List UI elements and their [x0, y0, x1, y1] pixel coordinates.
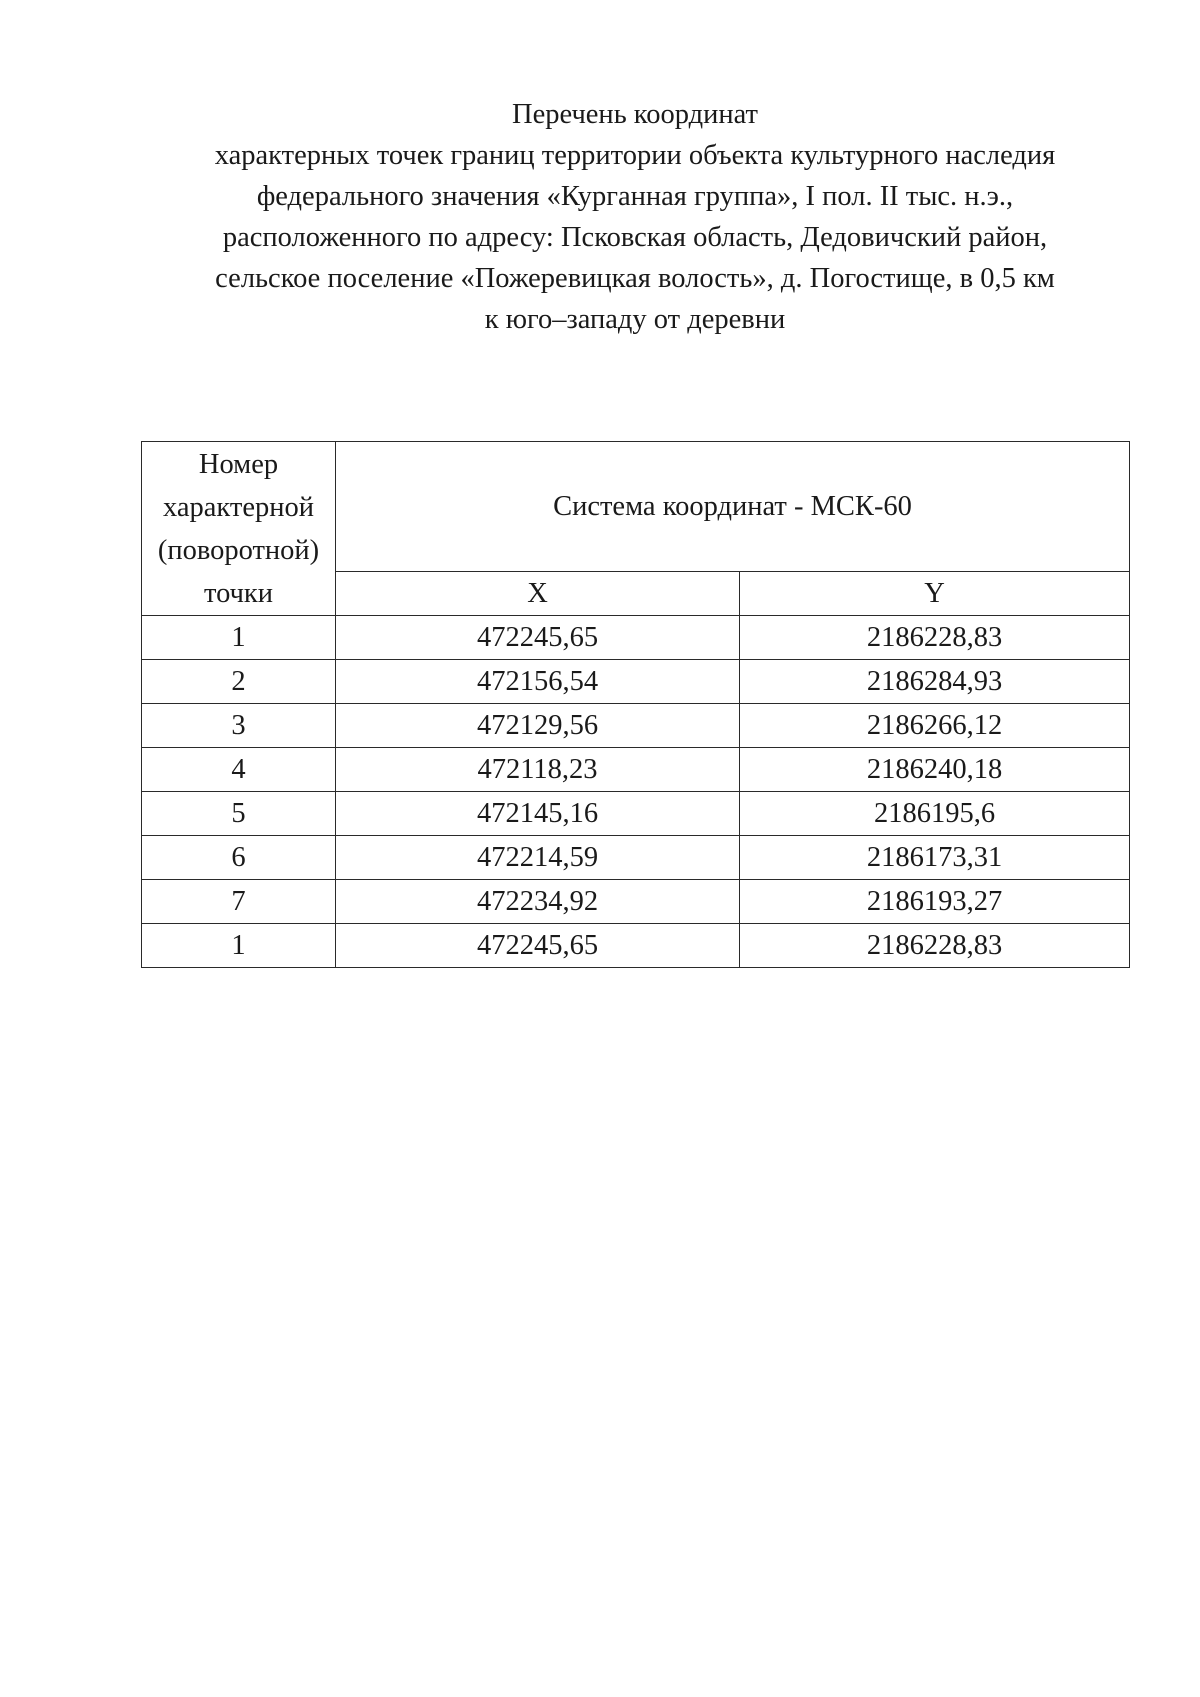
y-column-header: Y: [740, 572, 1130, 616]
header-line: (поворотной): [157, 534, 320, 566]
title-line: Перечень координат: [512, 99, 758, 130]
table-row: [142, 704, 1130, 748]
table-row: [142, 616, 1130, 660]
x-coordinate-cell: 472129,56: [336, 704, 740, 748]
x-coordinate-cell: 472118,23: [336, 748, 740, 792]
title-line: расположенного по адресу: Псковская область, Дедовичский район,: [222, 222, 1048, 253]
table-row: [142, 924, 1130, 968]
point-number-cell: 7: [142, 880, 336, 924]
y-coordinate-cell: 2186193,27: [740, 880, 1130, 924]
table-row: [142, 748, 1130, 792]
title-line: сельское поселение «Пожеревицкая волость», д. Погостище, в 0,5 км: [215, 263, 1055, 294]
x-coordinate-cell: 472245,65: [336, 616, 740, 660]
x-coordinate-cell: 472234,92: [336, 880, 740, 924]
y-coordinate-cell: 2186284,93: [740, 660, 1130, 704]
y-coordinate-cell: 2186228,83: [740, 616, 1130, 660]
title-line: федерального значения «Курганная группа», I пол. II тыс. н.э.,: [256, 181, 1014, 212]
x-coordinate-cell: 472156,54: [336, 660, 740, 704]
point-number-cell: 1: [142, 924, 336, 968]
point-number-cell: 5: [142, 792, 336, 836]
document-title: [140, 94, 1130, 340]
title-line: к юго–западу от деревни: [484, 304, 786, 335]
point-number-cell: 6: [142, 836, 336, 880]
table-row: [142, 660, 1130, 704]
table-header-row: [142, 442, 1130, 572]
table-row: [142, 880, 1130, 924]
coordinates-table: [141, 441, 1130, 968]
point-number-cell: 4: [142, 748, 336, 792]
y-coordinate-cell: 2186195,6: [740, 792, 1130, 836]
y-coordinate-cell: 2186266,12: [740, 704, 1130, 748]
x-coordinate-cell: 472145,16: [336, 792, 740, 836]
y-coordinate-cell: 2186228,83: [740, 924, 1130, 968]
table-row: [142, 792, 1130, 836]
x-coordinate-cell: 472245,65: [336, 924, 740, 968]
header-line: характерной: [162, 491, 314, 523]
table-row: [142, 836, 1130, 880]
point-number-cell: 1: [142, 616, 336, 660]
coordinate-system-header: Система координат - МСК-60: [336, 442, 1130, 572]
header-line: точки: [203, 577, 274, 609]
point-number-header: [142, 442, 336, 616]
point-number-cell: 2: [142, 660, 336, 704]
x-column-header: X: [336, 572, 740, 616]
y-coordinate-cell: 2186240,18: [740, 748, 1130, 792]
x-coordinate-cell: 472214,59: [336, 836, 740, 880]
title-line: характерных точек границ территории объекта культурного наследия: [214, 140, 1056, 171]
y-coordinate-cell: 2186173,31: [740, 836, 1130, 880]
point-number-cell: 3: [142, 704, 336, 748]
header-line: Номер: [198, 448, 279, 480]
